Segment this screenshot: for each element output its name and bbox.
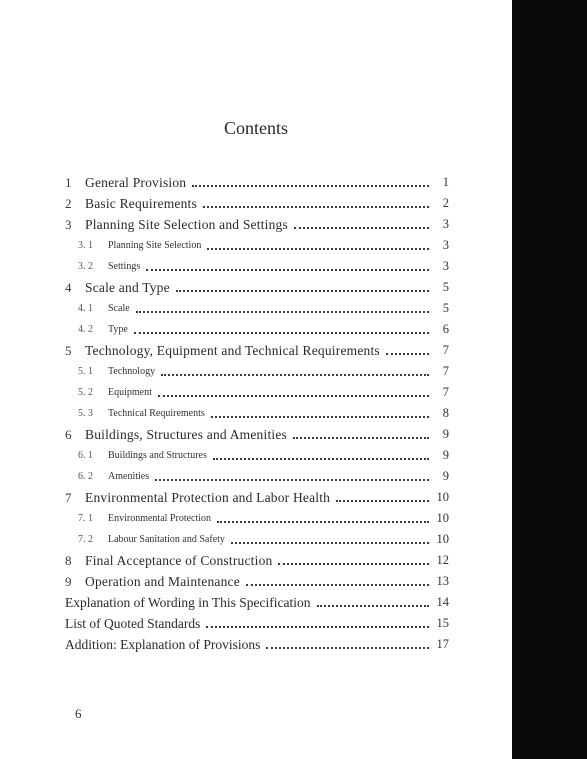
dot-leader [278, 553, 429, 565]
toc-entry-number: 6 [65, 426, 72, 442]
dot-leader [246, 574, 429, 586]
toc-entry [65, 529, 449, 550]
toc-entry-number: 5. 1 [78, 366, 93, 377]
toc-entry-page: 7 [442, 364, 449, 378]
toc-entry-number: 3 [65, 216, 72, 232]
toc-entry-number: 8 [65, 552, 72, 568]
toc-entry-label: Technology [108, 366, 156, 377]
toc-entry-number: 5 [65, 342, 72, 358]
toc-entry [65, 592, 449, 613]
toc-entry-label: Basic Requirements [85, 195, 197, 211]
toc-entry-label: General Provision [85, 174, 187, 190]
toc-entry-label: Planning Site Selection and Settings [85, 216, 288, 232]
toc-entry [65, 445, 449, 466]
toc-entry-number: 2 [65, 195, 72, 211]
toc-entry-page: 7 [442, 343, 449, 357]
toc-entry-label: Environmental Protection and Labor Health [85, 489, 331, 505]
dot-leader [266, 637, 429, 649]
toc-entry-page: 10 [436, 532, 449, 546]
toc-entry [65, 361, 449, 382]
toc-entry-label: Scale [108, 303, 130, 314]
toc-entry-page: 9 [442, 448, 449, 462]
toc-entry-number: 9 [65, 573, 72, 589]
dot-leader [294, 217, 429, 229]
toc-entry-label: Type [108, 324, 128, 335]
toc-entry-label: Environmental Protection [108, 513, 212, 524]
toc-entry-page: 3 [442, 259, 449, 273]
toc-entry-number: 5. 2 [78, 387, 93, 398]
toc-entry-label: List of Quoted Standards [65, 615, 201, 631]
toc-entry-label: Addition: Explanation of Provisions [65, 636, 261, 652]
toc-entry-label: Explanation of Wording in This Specification [65, 594, 311, 610]
dot-leader [211, 406, 429, 418]
dot-leader [134, 322, 429, 334]
toc-entry-label: Equipment [108, 387, 152, 398]
toc-entry-label: Buildings, Structures and Amenities [85, 426, 287, 442]
toc-entry-label: Labour Sanitation and Safety [108, 534, 225, 545]
toc-entry-label: Operation and Maintenance [85, 573, 240, 589]
toc-entry-number: 4 [65, 279, 72, 295]
dot-leader [217, 511, 429, 523]
dot-leader [213, 448, 429, 460]
toc-entry [65, 298, 449, 319]
toc-entry-page: 5 [442, 301, 449, 315]
toc-entry-page: 3 [442, 238, 449, 252]
toc-entry [65, 508, 449, 529]
toc-entry-page: 13 [436, 574, 449, 588]
toc-entry [65, 277, 449, 298]
toc-entry-label: Amenities [108, 471, 150, 482]
toc-entry-number: 3. 2 [78, 261, 93, 272]
toc-entry [65, 403, 449, 424]
toc-entry-number: 7. 1 [78, 513, 93, 524]
toc-entry-number: 5. 3 [78, 408, 93, 419]
dot-leader [158, 385, 429, 397]
scan-border [512, 0, 587, 759]
toc-entry [65, 235, 449, 256]
toc-entry-page: 5 [442, 280, 449, 294]
toc-entry-page: 6 [442, 322, 449, 336]
dot-leader [386, 343, 429, 355]
toc-entry [65, 340, 449, 361]
toc-entry-page: 15 [436, 616, 449, 630]
toc-entry-number: 7 [65, 489, 72, 505]
toc-entry-number: 1 [65, 174, 72, 190]
toc-entry-page: 3 [442, 217, 449, 231]
toc-entry-page: 17 [436, 637, 449, 651]
toc-entry-page: 9 [442, 469, 449, 483]
toc-entry-page: 8 [442, 406, 449, 420]
toc-entry [65, 571, 449, 592]
dot-leader [336, 490, 429, 502]
toc-entry-label: Technical Requirements [108, 408, 205, 419]
dot-leader [155, 469, 429, 481]
toc-entry-number: 4. 2 [78, 324, 93, 335]
dot-leader [231, 532, 429, 544]
toc-entry [65, 193, 449, 214]
dot-leader [293, 427, 429, 439]
toc-entry-label: Planning Site Selection [108, 240, 202, 251]
toc-entry [65, 382, 449, 403]
dot-leader [207, 238, 429, 250]
toc-entry-label: Buildings and Structures [108, 450, 207, 461]
toc-entry-label: Scale and Type [85, 279, 170, 295]
toc-entry-number: 3. 1 [78, 240, 93, 251]
toc-entry-label: Technology, Equipment and Technical Requirements [85, 342, 380, 358]
toc-entry [65, 613, 449, 634]
dot-leader [206, 616, 429, 628]
dot-leader [317, 595, 430, 607]
toc-entry [65, 550, 449, 571]
toc-entry [65, 424, 449, 445]
dot-leader [176, 280, 429, 292]
toc-entry [65, 466, 449, 487]
toc-entry-number: 6. 2 [78, 471, 93, 482]
toc-entry-number: 4. 1 [78, 303, 93, 314]
page-title: Contents [223, 118, 288, 138]
toc-entry [65, 319, 449, 340]
toc-entry-label: Final Acceptance of Construction [85, 552, 273, 568]
toc-entry [65, 172, 449, 193]
dot-leader [161, 364, 429, 376]
toc-entry-number: 6. 1 [78, 450, 93, 461]
dot-leader [136, 301, 429, 313]
dot-leader [192, 175, 429, 187]
toc-entry-number: 7. 2 [78, 534, 93, 545]
page-number: 6 [75, 706, 82, 721]
toc-entry [65, 634, 449, 655]
toc-entry-page: 10 [436, 511, 449, 525]
toc-entry-page: 9 [442, 427, 449, 441]
toc-entry-page: 10 [436, 490, 449, 504]
table-of-contents [65, 172, 449, 655]
toc-entry-page: 2 [442, 196, 449, 210]
toc-entry [65, 256, 449, 277]
dot-leader [203, 196, 429, 208]
toc-entry [65, 487, 449, 508]
toc-entry-page: 1 [442, 175, 449, 189]
toc-entry-label: Settings [108, 261, 141, 272]
toc-entry [65, 214, 449, 235]
toc-entry-page: 14 [436, 595, 449, 609]
dot-leader [146, 259, 429, 271]
toc-entry-page: 12 [436, 553, 449, 567]
toc-entry-page: 7 [442, 385, 449, 399]
